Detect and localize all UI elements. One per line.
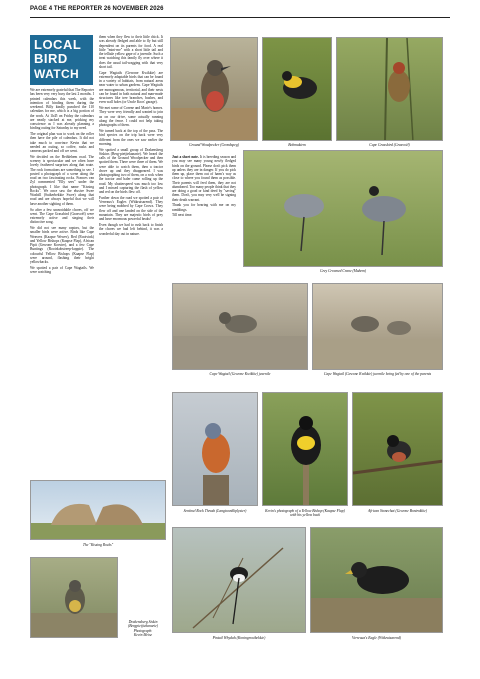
wagtail-feeding-photo <box>312 283 443 370</box>
photo-caption: Grey Crowned Crane (Mahem) <box>319 269 367 273</box>
woodpecker-illustration <box>171 38 258 141</box>
bishop-photo <box>262 392 348 506</box>
paragraph: We spotted a small group of Drakensberg Siskins (Berg-pietjiekanarie). We heard the calls of the Ground Woodpecker and then spotted them. There were three of them. We were able to watch them, then a tractor drove up and they disappeared. I was photographing two of them, on a rock when the tractor and baler came rolling up the road. My shutterspeed was much too low and I missed capturing the flash of yellow and red on the birds flew off. <box>99 147 163 195</box>
grassbird-illustration <box>337 38 443 141</box>
photo-caption: Ground Woodpecker (Grondspeg) <box>189 143 239 147</box>
caption-line: Photograph: <box>133 628 153 633</box>
eagle-illustration <box>311 528 443 633</box>
paragraph: Thank you for bearing with me on my ramblings. <box>172 203 236 212</box>
paragraph: Cape Wagtails (Gewone Kwikkie) are extremely adaptable birds that can be found in a variety of habitats, from natural areas near water to urban gardens. Cape Wagtails are monogamous, territorial, and their nests can be found in both natural and man-made structures like tree branches, bushes, and even wall holes (or Uncle Koos' garage). <box>99 70 163 105</box>
stonechat-photo <box>352 392 443 506</box>
siskin-illustration <box>31 558 118 638</box>
bobolink-illustration <box>263 38 332 141</box>
article-column-1 <box>30 88 94 276</box>
logo-line-1: LOCAL <box>34 37 82 52</box>
paragraph: Further down the road we spotted a pair of Verreaux's Eagles (Witkruisarend). They were being mobbed by Cape Crows. They flew off and one landed on the side of the mountain. They are majestic birds of prey and have enormous powerful beaks! <box>99 195 163 222</box>
whydah-photo <box>172 527 306 633</box>
paragraph: We decided on the Bethlehem road. The scenery is spectacular and we often have lovely feathered surprises along that route. The rock formations are something to see. I posted a photograph of a scene along the road on two fascinating rocks. Frances van Zyl commented "Elly sees" under the photograph. I like that name "Kissing Rocks". We once saw the elusive Swee Waxbill (Suikerbekkie Swee) along that road and are always hopeful that we will have another sighting of them. <box>30 154 94 206</box>
paragraph: So after a few unavoidable chores, off we went. The Cape Grassbird (Grasvoël) were extremely active and singing their distinctive song. <box>30 207 94 225</box>
paragraph-text: It is breeding season and you may see many young newly fledged birds on the ground. Please don't pick them up unless they are in danger. If you do pick them up, place them out of harm's way as close to where you found them as possible. Their parents will feed them, they are not abandoned. Too many people think that they are doing a good or kind deed by "saving" them. Don't, you may very well be signing their death warrant. <box>172 155 237 202</box>
wagtail-feeding-illustration <box>313 284 443 370</box>
paragraph: Even though we had to rush back to finish the chores we had left behind, it was a wonderful day out in nature. <box>99 223 163 236</box>
paragraph: We spotted a pair of Cape Wagtails. We were watching <box>30 265 94 275</box>
paragraph: We met some of Corene and Marie's homes. They were very friendly and wanted to join us on our drive, some actually running along the fence. I could not help taking photographs of them. <box>99 106 163 128</box>
photo-caption: Pintail Whydah (Koningrooibekkie) <box>212 636 266 640</box>
photo-caption: Verreaux's Eagle (Witkruisarend) <box>351 636 402 640</box>
caption-line: (Bergpietjiekanarie) <box>128 624 158 629</box>
eagle-photo <box>310 527 443 633</box>
wagtail-juvenile-photo <box>172 283 308 370</box>
photo-caption: The "Kissing Rocks" <box>82 543 114 547</box>
article-column-3 <box>172 155 236 219</box>
bobolink-photo <box>262 37 332 141</box>
paragraph: We did not see many raptors, but the smaller birds were active. Birds like Cape Weavers (Kaapse Wewer), Red (Rooivink) and Yellow Bishops (Kaapse Flap), African Pipit (Gewone Koester), and a few Cape Buntings (Rooirkobstreep-koppie). The colourful Yellow Bishops (Kaapse Flap) were around, flashing their bright yellowbacks. <box>30 226 94 265</box>
rock-thrush-photo <box>172 392 258 506</box>
logo-line-3: WATCH <box>34 67 80 81</box>
siskin-caption <box>120 620 166 637</box>
photo-caption: Kevin's photograph of a Yellow Bishop (Kaapse Flap) with his yellow back <box>265 509 345 518</box>
siskin-photo <box>30 557 118 638</box>
kissing-rocks-photo <box>30 480 166 540</box>
kissing-rocks-illustration <box>31 481 166 540</box>
wagtail-juvenile-illustration <box>173 284 308 370</box>
photo-caption: Cape Grassbird (Grasvoël) <box>369 143 410 147</box>
grassbird-photo <box>336 37 443 141</box>
caption-line: Kevin Meise <box>133 632 153 637</box>
paragraph: We are extremely grateful that The Reporter has been very very busy the last 2 months. I printed calendars this week, with the intention of binding them during the weekend. Billy kindly punched the 110 calendars for me, which is a big portion of the work. At 1h45 on Friday the calendars are neatly stacked at me, pricking my conscience as I was already planning a birding outing for Saturday to my need. <box>30 88 94 131</box>
caption-line: Drakensberg Siskin <box>128 620 158 624</box>
article-column-2 <box>99 35 163 237</box>
whydah-illustration <box>173 528 306 633</box>
paragraph: We turned back at the top of the pass. The bird species on the trip back were very different from the ones we saw earlier the morning. <box>99 129 163 146</box>
local-bird-watch-logo <box>30 35 93 85</box>
rock-thrush-illustration <box>173 393 258 506</box>
crane-illustration <box>244 151 443 267</box>
page-header: PAGE 4 THE REPORTER 26 NOVEMBER 2026 <box>30 6 450 18</box>
stonechat-illustration <box>353 393 443 506</box>
paragraph: The original plan was to work on the roller then have the pile of calendars. It did not take much to convince Kevin that we needed an outing, so coffee, rusks and cameras packed and off we went. <box>30 132 94 154</box>
logo-line-2: BIRD <box>34 51 68 66</box>
photo-caption: African Stonechat (Gewone Bontrokkie) <box>368 509 427 513</box>
photo-caption: Cape Wagtail (Gewone Kwikkie) juvenile <box>209 372 271 376</box>
bishop-illustration <box>263 393 348 506</box>
lead-text: Just a short note. <box>172 155 199 159</box>
photo-caption: Sentinel Rock Thrush (Langtoonkliplyster) <box>183 509 247 513</box>
photo-caption: Bobmakiem <box>288 143 306 147</box>
paragraph <box>172 155 236 202</box>
ground-woodpecker-photo <box>170 37 258 141</box>
photo-caption: Cape Wagtail (Gewone Kwikkie) juvenile being fed by one of the parents <box>323 372 432 376</box>
paragraph: Till next time. <box>172 213 193 218</box>
paragraph: them when they flew to their little chick. It was already fledged and able to fly but still dependent on its parents for food. A real little "mini-me" with a short little tail and the telltale yellow gape of a juvenile. Such a treat watching this family fly over where it does the usual tail-wagging with that very short tail. <box>99 35 163 69</box>
crane-photo <box>243 150 443 267</box>
